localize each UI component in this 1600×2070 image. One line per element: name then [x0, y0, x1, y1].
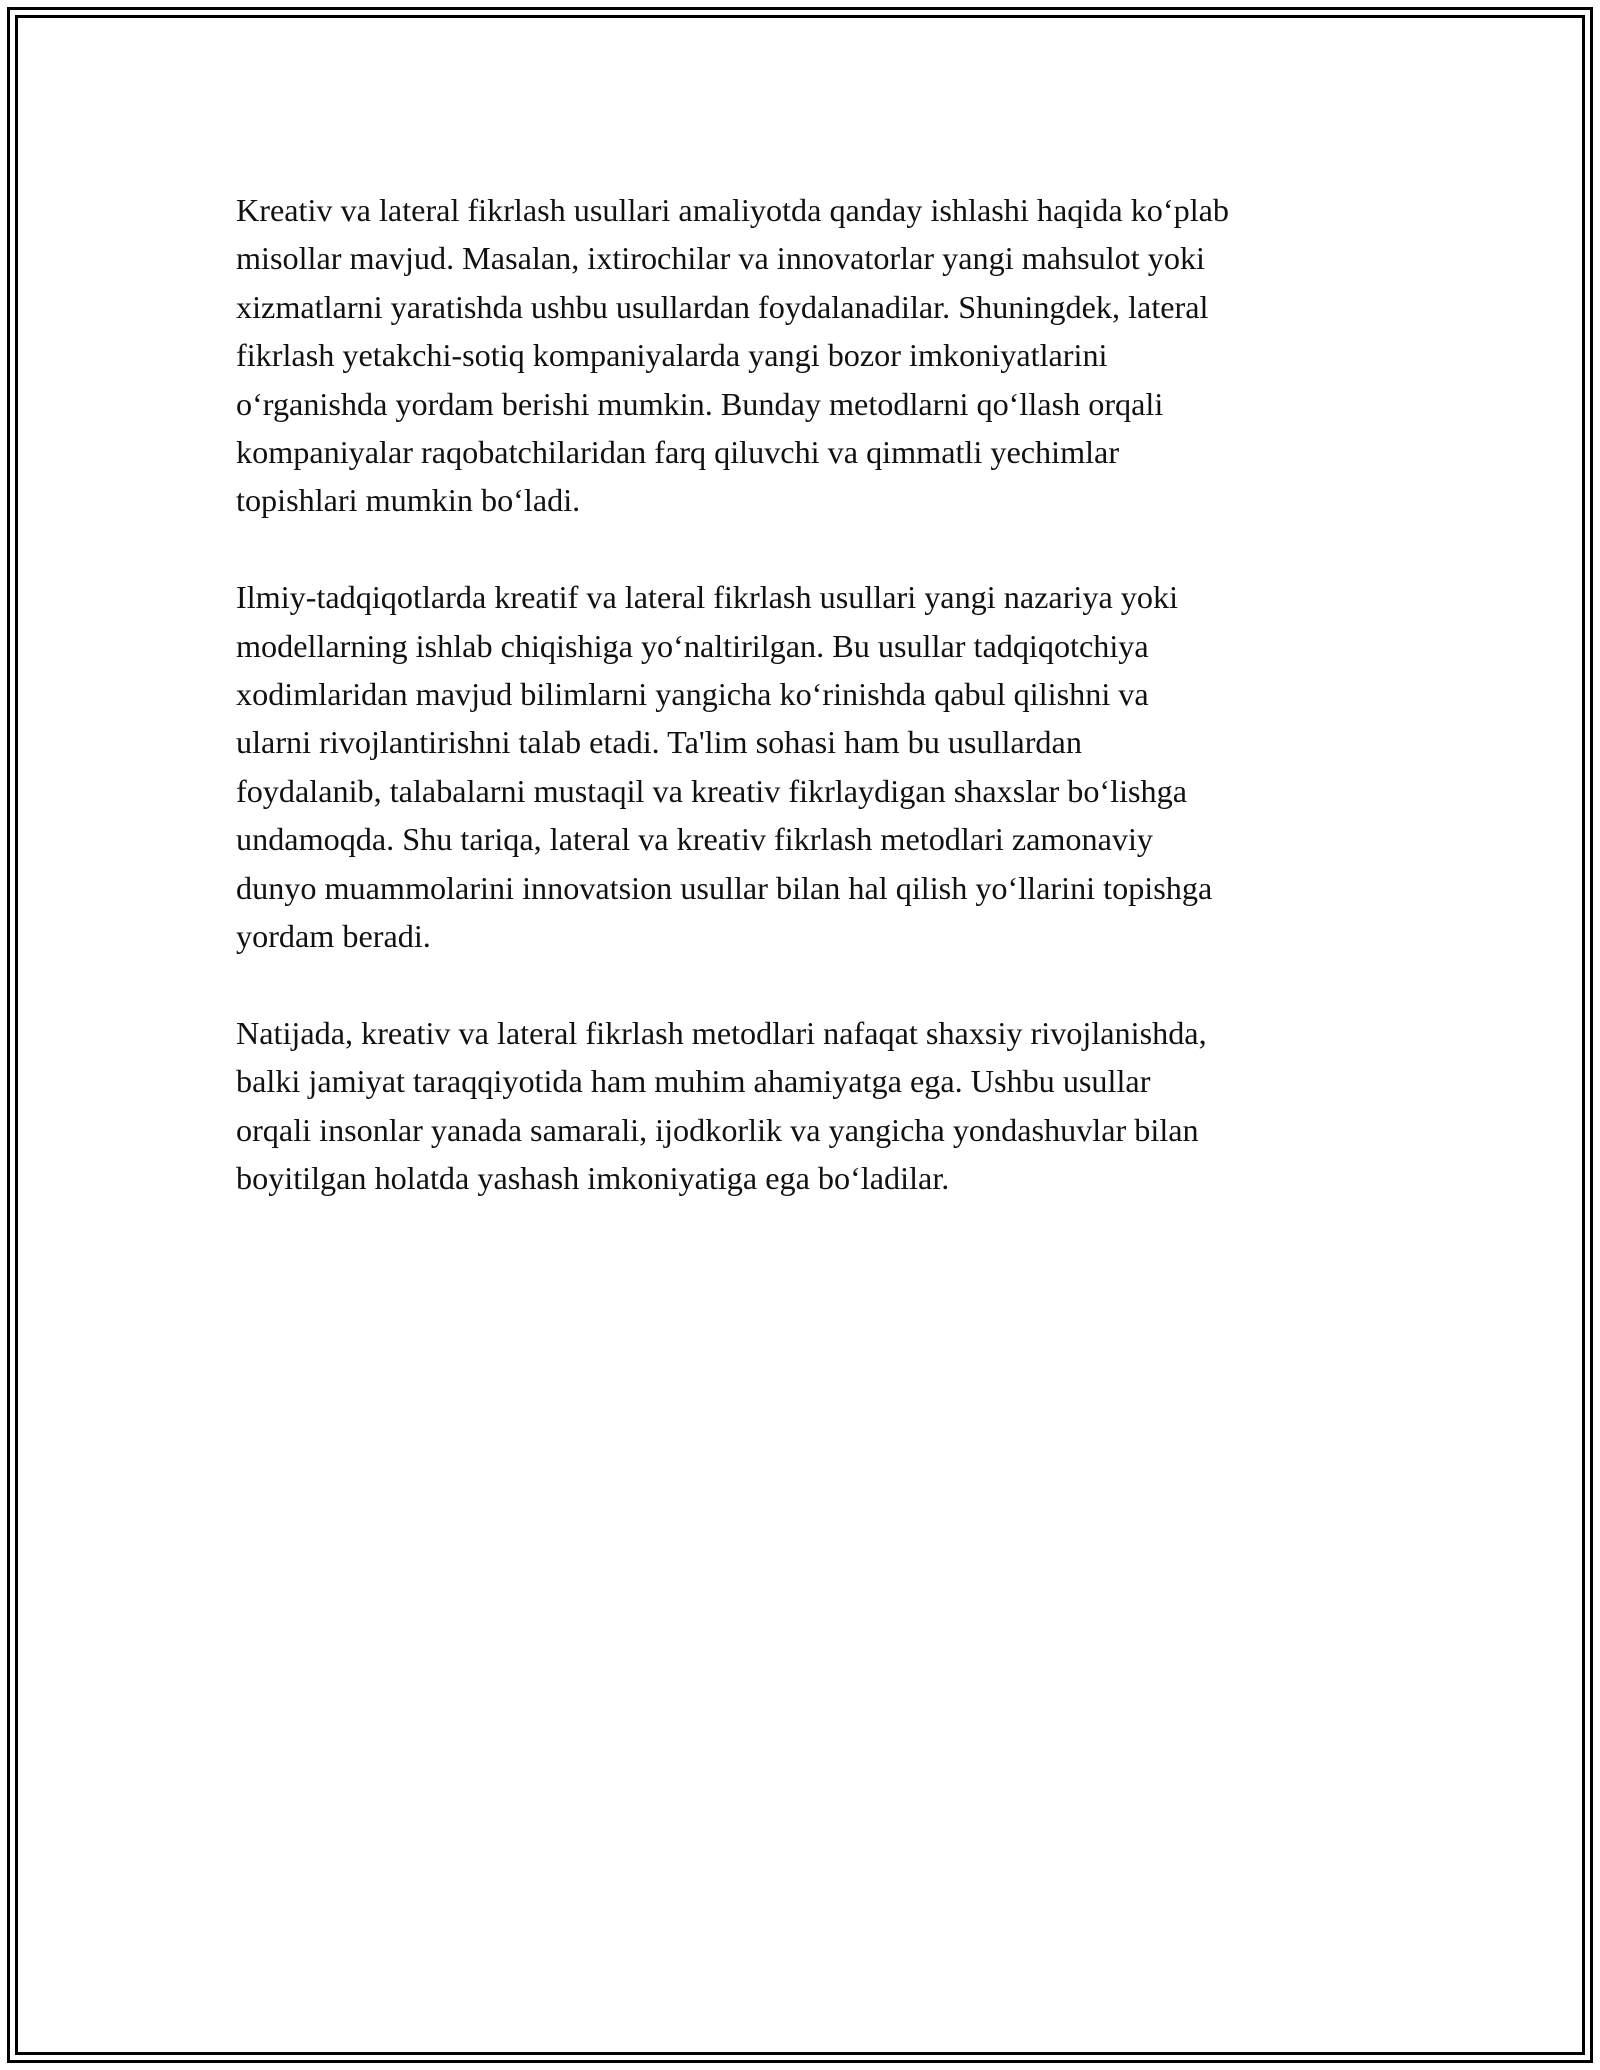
text-line: xizmatlarni yaratishda ushbu usullardan foydalanadilar. Shuningdek, lateral — [236, 288, 1209, 325]
text-line: orqali insonlar yanada samarali, ijodkorlik va yangicha yondashuvlar bilan — [236, 1111, 1199, 1148]
text-line: Kreativ va lateral fikrlash usullari amaliyotda qanday ishlashi haqida ko‘plab — [236, 192, 1230, 228]
text-line: fikrlash yetakchi-sotiq kompaniyalarda yangi bozor imkoniyatlarini — [236, 337, 1108, 374]
text-line: modellarning ishlab chiqishiga yo‘naltirilgan. Bu usullar tadqiqotchiya — [236, 627, 1149, 664]
paragraph-2 — [236, 573, 1371, 960]
text-line: undamoqda. Shu tariqa, lateral va kreativ fikrlash metodlari zamonaviy — [236, 821, 1154, 858]
text-line: o‘rganishda yordam berishi mumkin. Bunday metodlarni qo‘llash orqali — [236, 385, 1164, 422]
text-line: foydalanib, talabalarni mustaqil va kreativ fikrlaydigan shaxslar bo‘lishga — [236, 772, 1188, 809]
paragraph-3 — [236, 1009, 1371, 1203]
text-line: dunyo muammolarini innovatsion usullar bilan hal qilish yo‘llarini topishga — [236, 869, 1213, 906]
text-line: Ilmiy-tadqiqotlarda kreatif va lateral fikrlash usullari yangi nazariya yoki — [236, 579, 1179, 616]
text-line: balki jamiyat taraqqiyotida ham muhim ahamiyatga ega. Ushbu usullar — [236, 1063, 1151, 1100]
text-line: misollar mavjud. Masalan, ixtirochilar va innovatorlar yangi mahsulot yoki — [236, 240, 1205, 277]
paragraph-1 — [236, 186, 1371, 525]
text-line: boyitilgan holatda yashash imkoniyatiga ega bo‘ladilar. — [236, 1160, 950, 1197]
text-line: xodimlaridan mavjud bilimlarni yangicha ko‘rinishda qabul qilishni va — [236, 676, 1149, 713]
text-line: kompaniyalar raqobatchilaridan farq qiluvchi va qimmatli yechimlar — [236, 434, 1120, 471]
text-line: yordam beradi. — [236, 918, 431, 955]
document-body — [236, 186, 1371, 1251]
text-line: topishlari mumkin bo‘ladi. — [236, 482, 581, 519]
text-line: ularni rivojlantirishni talab etadi. Ta'lim sohasi ham bu usullardan — [236, 724, 1082, 761]
text-line: Natijada, kreativ va lateral fikrlash metodlari nafaqat shaxsiy rivojlanishda, — [236, 1014, 1207, 1051]
